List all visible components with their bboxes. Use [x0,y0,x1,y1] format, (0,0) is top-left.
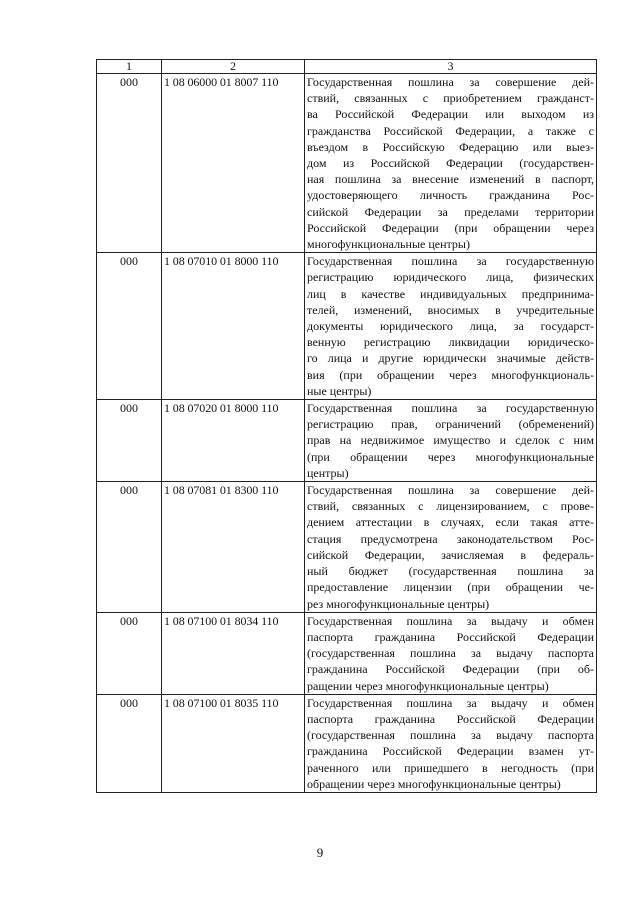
description-line: (государственная пошлина за выдачу паспорта [307,728,594,743]
income-description-cell [305,400,597,482]
description-line: центры) [307,465,349,480]
description-line: Государственная пошлина за совершение дей- [307,483,594,498]
description-line: предоставление лицензии (при обращении че- [307,580,594,595]
description-line: гражданина Российской Федерации взамен ут- [307,744,594,759]
description-line: (государственная пошлина за выдачу паспорта [307,646,594,661]
budget-classification-code-cell: 1 08 07020 01 8000 110 [162,400,305,482]
description-line: Государственная пошлина за государственную [307,401,594,416]
budget-classification-code-cell: 1 08 07100 01 8034 110 [162,612,305,694]
description-line: паспорта гражданина Российской Федерации [307,629,594,644]
description-line: гражданина Российской Федерации (при об- [307,662,594,677]
description-line: телей, изменений, вносимых в учредительные [307,302,594,317]
budget-classification-code-cell: 1 08 07100 01 8035 110 [162,694,305,792]
description-line: Российской Федерации (при обращении через [307,220,594,235]
description-line: регистрацию прав, ограничений (обременений) [307,417,594,432]
description-line: Государственная пошлина за выдачу и обмен [307,613,594,628]
income-description-cell [305,482,597,613]
description-line: многофункциональные центры) [307,237,470,252]
description-line: Государственная пошлина за совершение дей- [307,75,594,89]
description-line: го лица и другие юридически значимые действ- [307,351,594,366]
budget-codes-table [96,59,597,793]
admin-code-cell: 000 [97,74,162,253]
description-line: паспорта гражданина Российской Федерации [307,711,594,726]
description-line: дом из Российской Федерации (государствен- [307,156,594,171]
income-description-cell [305,253,597,400]
description-line: ная пошлина за внесение изменений в паспорт, [307,172,594,187]
admin-code-cell: 000 [97,612,162,694]
table-body [97,74,597,793]
table-row [97,612,597,694]
budget-classification-code-cell: 1 08 07010 01 8000 110 [162,253,305,400]
description-line: дением аттестации в случаях, если такая атте- [307,515,594,530]
income-description-cell [305,74,597,253]
description-line: (при обращении через многофункциональные [307,449,594,464]
table-row [97,694,597,792]
description-line: ствий, связанных с приобретением гражданст- [307,91,594,106]
description-line: ращении через многофункциональные центры) [307,678,549,693]
table-row [97,74,597,253]
description-line: документы юридического лица, за государст- [307,319,594,334]
description-line: ные центры) [307,383,372,398]
description-line: въездом в Российскую Федерацию или выез- [307,139,594,154]
admin-code-cell: 000 [97,400,162,482]
description-line: лиц в качестве индивидуальных предпринима- [307,286,594,301]
table-row [97,400,597,482]
description-line: сийской Федерации за пределами территории [307,204,594,219]
description-line: вия (при обращении через многофункциональ- [307,367,594,382]
admin-code-cell: 000 [97,482,162,613]
description-line: ствий, связанных с лицензированием, с прове- [307,499,594,514]
table-row [97,253,597,400]
description-line: обращении через многофункциональные центры) [307,776,561,791]
budget-classification-code-cell: 1 08 07081 01 8300 110 [162,482,305,613]
description-line: Государственная пошлина за выдачу и обмен [307,695,594,710]
table-header [97,60,597,74]
header-col-1: 1 [97,60,162,74]
description-line: удостоверяющего личность гражданина Рос- [307,188,594,203]
description-line: прав на недвижимое имущество и сделок с ним [307,433,594,448]
description-line: сийской Федерации, зачисляемая в федераль- [307,547,594,562]
admin-code-cell: 000 [97,694,162,792]
admin-code-cell: 000 [97,253,162,400]
budget-classification-code-cell: 1 08 06000 01 8007 110 [162,74,305,253]
description-line: раченного или пришедшего в негодность (при [307,760,594,775]
description-line: стация предусмотрена законодательством Рос- [307,531,594,546]
description-line: ва Российской Федерации или выходом из [307,107,594,122]
page-number: 9 [316,845,324,860]
income-description-cell [305,612,597,694]
header-row [97,60,597,74]
description-line: регистрацию юридического лица, физических [307,270,594,285]
description-line: ный бюджет (государственная пошлина за [307,564,594,579]
description-line: гражданства Российской Федерации, а также с [307,123,594,138]
description-line: венную регистрацию ликвидации юридическо- [307,335,594,350]
income-description-cell [305,694,597,792]
description-line: Государственная пошлина за государственную [307,254,594,269]
table-row [97,482,597,613]
description-line: рез многофункциональные центры) [307,596,490,611]
header-col-3: 3 [305,60,597,74]
header-col-2: 2 [162,60,305,74]
